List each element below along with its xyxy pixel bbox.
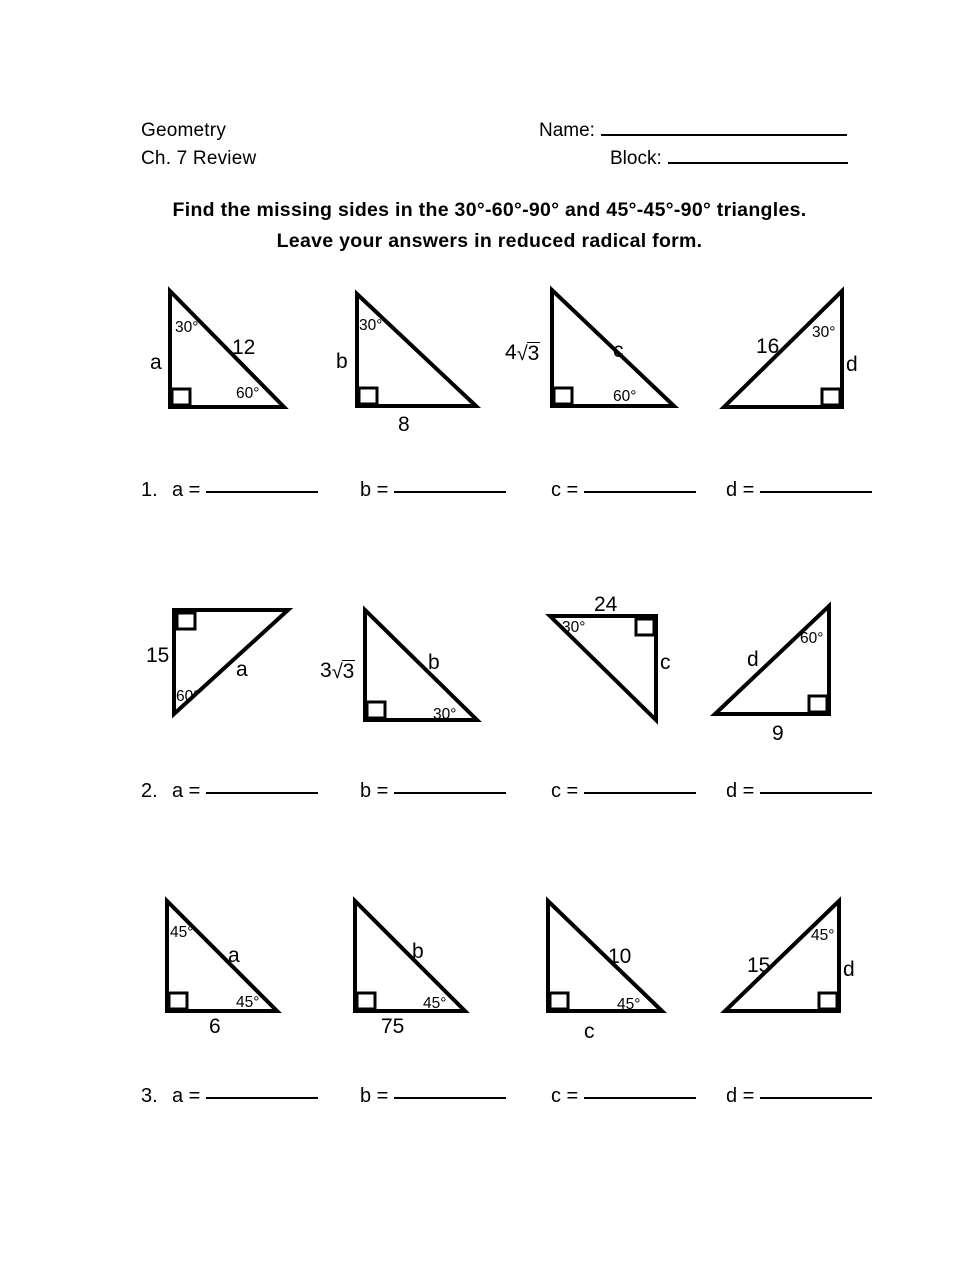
- answer-1c: [551, 479, 696, 502]
- figure-1c-hypotenuse-label: c: [613, 339, 624, 362]
- answer-2a-blank[interactable]: [206, 792, 318, 794]
- figure-2b: [363, 608, 481, 724]
- figure-2b-left-leg-label: [320, 659, 355, 681]
- figure-1b-angle-top: 30°: [359, 317, 383, 334]
- answer-3c-blank[interactable]: [584, 1097, 696, 1099]
- radical-icon: √: [331, 661, 343, 683]
- answer-2d-blank[interactable]: [760, 792, 872, 794]
- course-title: Geometry: [141, 120, 227, 141]
- answer-2d: [726, 780, 872, 803]
- figure-3a-angle-top: 45°: [170, 924, 194, 941]
- figure-2b-hypotenuse-label: b: [428, 651, 440, 674]
- figure-2d-angle-top: 60°: [800, 630, 824, 647]
- answer-3a-label: a =: [172, 1085, 201, 1107]
- figure-1d: [722, 289, 846, 411]
- block-label: Block:: [610, 148, 662, 169]
- figure-2b-radicand: 3: [342, 660, 355, 683]
- instructions-line-2: Leave your answers in reduced radical form.: [276, 230, 703, 252]
- figure-1c-radicand: 3: [527, 342, 540, 365]
- answer-2a-label: a =: [172, 780, 201, 802]
- figure-3d-right-leg-label: d: [843, 958, 855, 981]
- figure-3b: [353, 899, 469, 1015]
- figure-1d-hypotenuse-label: 16: [756, 335, 780, 358]
- answers-row-3: [0, 1085, 979, 1115]
- figure-2c-top-leg-label: 24: [594, 593, 618, 616]
- figure-2b-coefficient: 3: [320, 659, 332, 682]
- figure-1a: [168, 289, 288, 411]
- figure-3b-hypotenuse-label: b: [412, 940, 424, 963]
- figure-2a-hypotenuse-label: a: [236, 658, 248, 681]
- answer-3d: [726, 1085, 872, 1108]
- figure-1c-coefficient: 4: [505, 341, 517, 364]
- answer-1a-blank[interactable]: [206, 491, 318, 493]
- answer-3d-label: d =: [726, 1085, 755, 1107]
- answers-row-1: [0, 479, 979, 509]
- radical-icon: √: [516, 343, 528, 365]
- answer-3b: [360, 1085, 506, 1108]
- figure-3c-hypotenuse-label: 10: [608, 945, 632, 968]
- block-field-group: [610, 148, 848, 170]
- figure-1a-hypotenuse-label: 12: [232, 336, 256, 359]
- answer-3a: [172, 1085, 318, 1108]
- answer-2d-label: d =: [726, 780, 755, 802]
- answer-3c: [551, 1085, 696, 1108]
- answer-1b-label: b =: [360, 479, 389, 501]
- answer-2a: [172, 780, 318, 803]
- figure-1a-left-leg-label: a: [150, 351, 162, 374]
- figure-3d-hypotenuse-label: 15: [747, 954, 771, 977]
- figure-3a: [165, 899, 281, 1015]
- figure-3b-angle-bottom: 45°: [423, 995, 447, 1012]
- figure-3d: [723, 899, 843, 1015]
- answer-2c-label: c =: [551, 780, 579, 802]
- figure-3b-bottom-leg-label: 75: [381, 1015, 405, 1038]
- answer-3d-blank[interactable]: [760, 1097, 872, 1099]
- answer-3c-label: c =: [551, 1085, 579, 1107]
- figure-3c: [546, 899, 666, 1015]
- figure-2d: [713, 604, 833, 718]
- name-blank[interactable]: [601, 134, 847, 136]
- figure-2d-bottom-leg-label: 9: [772, 722, 784, 745]
- answer-1c-blank[interactable]: [584, 491, 696, 493]
- figure-1a-angle-top: 30°: [175, 319, 199, 336]
- figure-1d-angle-top: 30°: [812, 324, 836, 341]
- instructions-line-1: Find the missing sides in the 30°-60°-90° and 45°-45°-90° triangles.: [172, 199, 807, 221]
- answer-1d: [726, 479, 872, 502]
- answer-1a: [172, 479, 318, 502]
- figure-2a-left-leg-label: 15: [146, 644, 170, 667]
- answer-3b-blank[interactable]: [394, 1097, 506, 1099]
- figure-1a-angle-bottom: 60°: [236, 385, 260, 402]
- figure-3c-bottom-leg-label: c: [584, 1020, 595, 1043]
- figure-2c-right-leg-label: c: [660, 651, 671, 674]
- answer-1d-label: d =: [726, 479, 755, 501]
- answer-2c-blank[interactable]: [584, 792, 696, 794]
- answer-2b-label: b =: [360, 780, 389, 802]
- figure-2c-angle-left: 30°: [562, 619, 586, 636]
- figure-3a-bottom-leg-label: 6: [209, 1015, 221, 1038]
- figure-1c-angle-bottom: 60°: [613, 388, 637, 405]
- figure-2d-hypotenuse-label: d: [747, 648, 759, 671]
- answer-1a-label: a =: [172, 479, 201, 501]
- name-field-group: [539, 120, 847, 142]
- figure-1c-left-leg-label: [505, 341, 540, 363]
- figure-1b-left-leg-label: b: [336, 350, 348, 373]
- answer-3b-label: b =: [360, 1085, 389, 1107]
- name-label: Name:: [539, 120, 595, 141]
- figure-3a-angle-bottom: 45°: [236, 994, 260, 1011]
- answer-1d-blank[interactable]: [760, 491, 872, 493]
- figure-2b-angle-bottom: 30°: [433, 706, 457, 723]
- figure-3a-hypotenuse-label: a: [228, 944, 240, 967]
- figure-3c-angle-bottom: 45°: [617, 996, 641, 1013]
- figure-3d-angle-top: 45°: [811, 927, 835, 944]
- figure-1d-right-leg-label: d: [846, 353, 858, 376]
- chapter-title: Ch. 7 Review: [141, 148, 257, 169]
- figure-2a-angle-bottom: 60°: [176, 688, 200, 705]
- answer-1b: [360, 479, 506, 502]
- answer-2b: [360, 780, 506, 803]
- answer-3a-blank[interactable]: [206, 1097, 318, 1099]
- answer-1b-blank[interactable]: [394, 491, 506, 493]
- problem-number-2: 2.: [141, 780, 158, 802]
- problem-number-3: 3.: [141, 1085, 158, 1107]
- answer-2c: [551, 780, 696, 803]
- figure-1b: [355, 292, 480, 410]
- answer-1c-label: c =: [551, 479, 579, 501]
- answers-row-2: [0, 780, 979, 810]
- problem-number-1: 1.: [141, 479, 158, 501]
- answer-2b-blank[interactable]: [394, 792, 506, 794]
- figure-1b-bottom-leg-label: 8: [398, 413, 410, 436]
- block-blank[interactable]: [668, 162, 848, 164]
